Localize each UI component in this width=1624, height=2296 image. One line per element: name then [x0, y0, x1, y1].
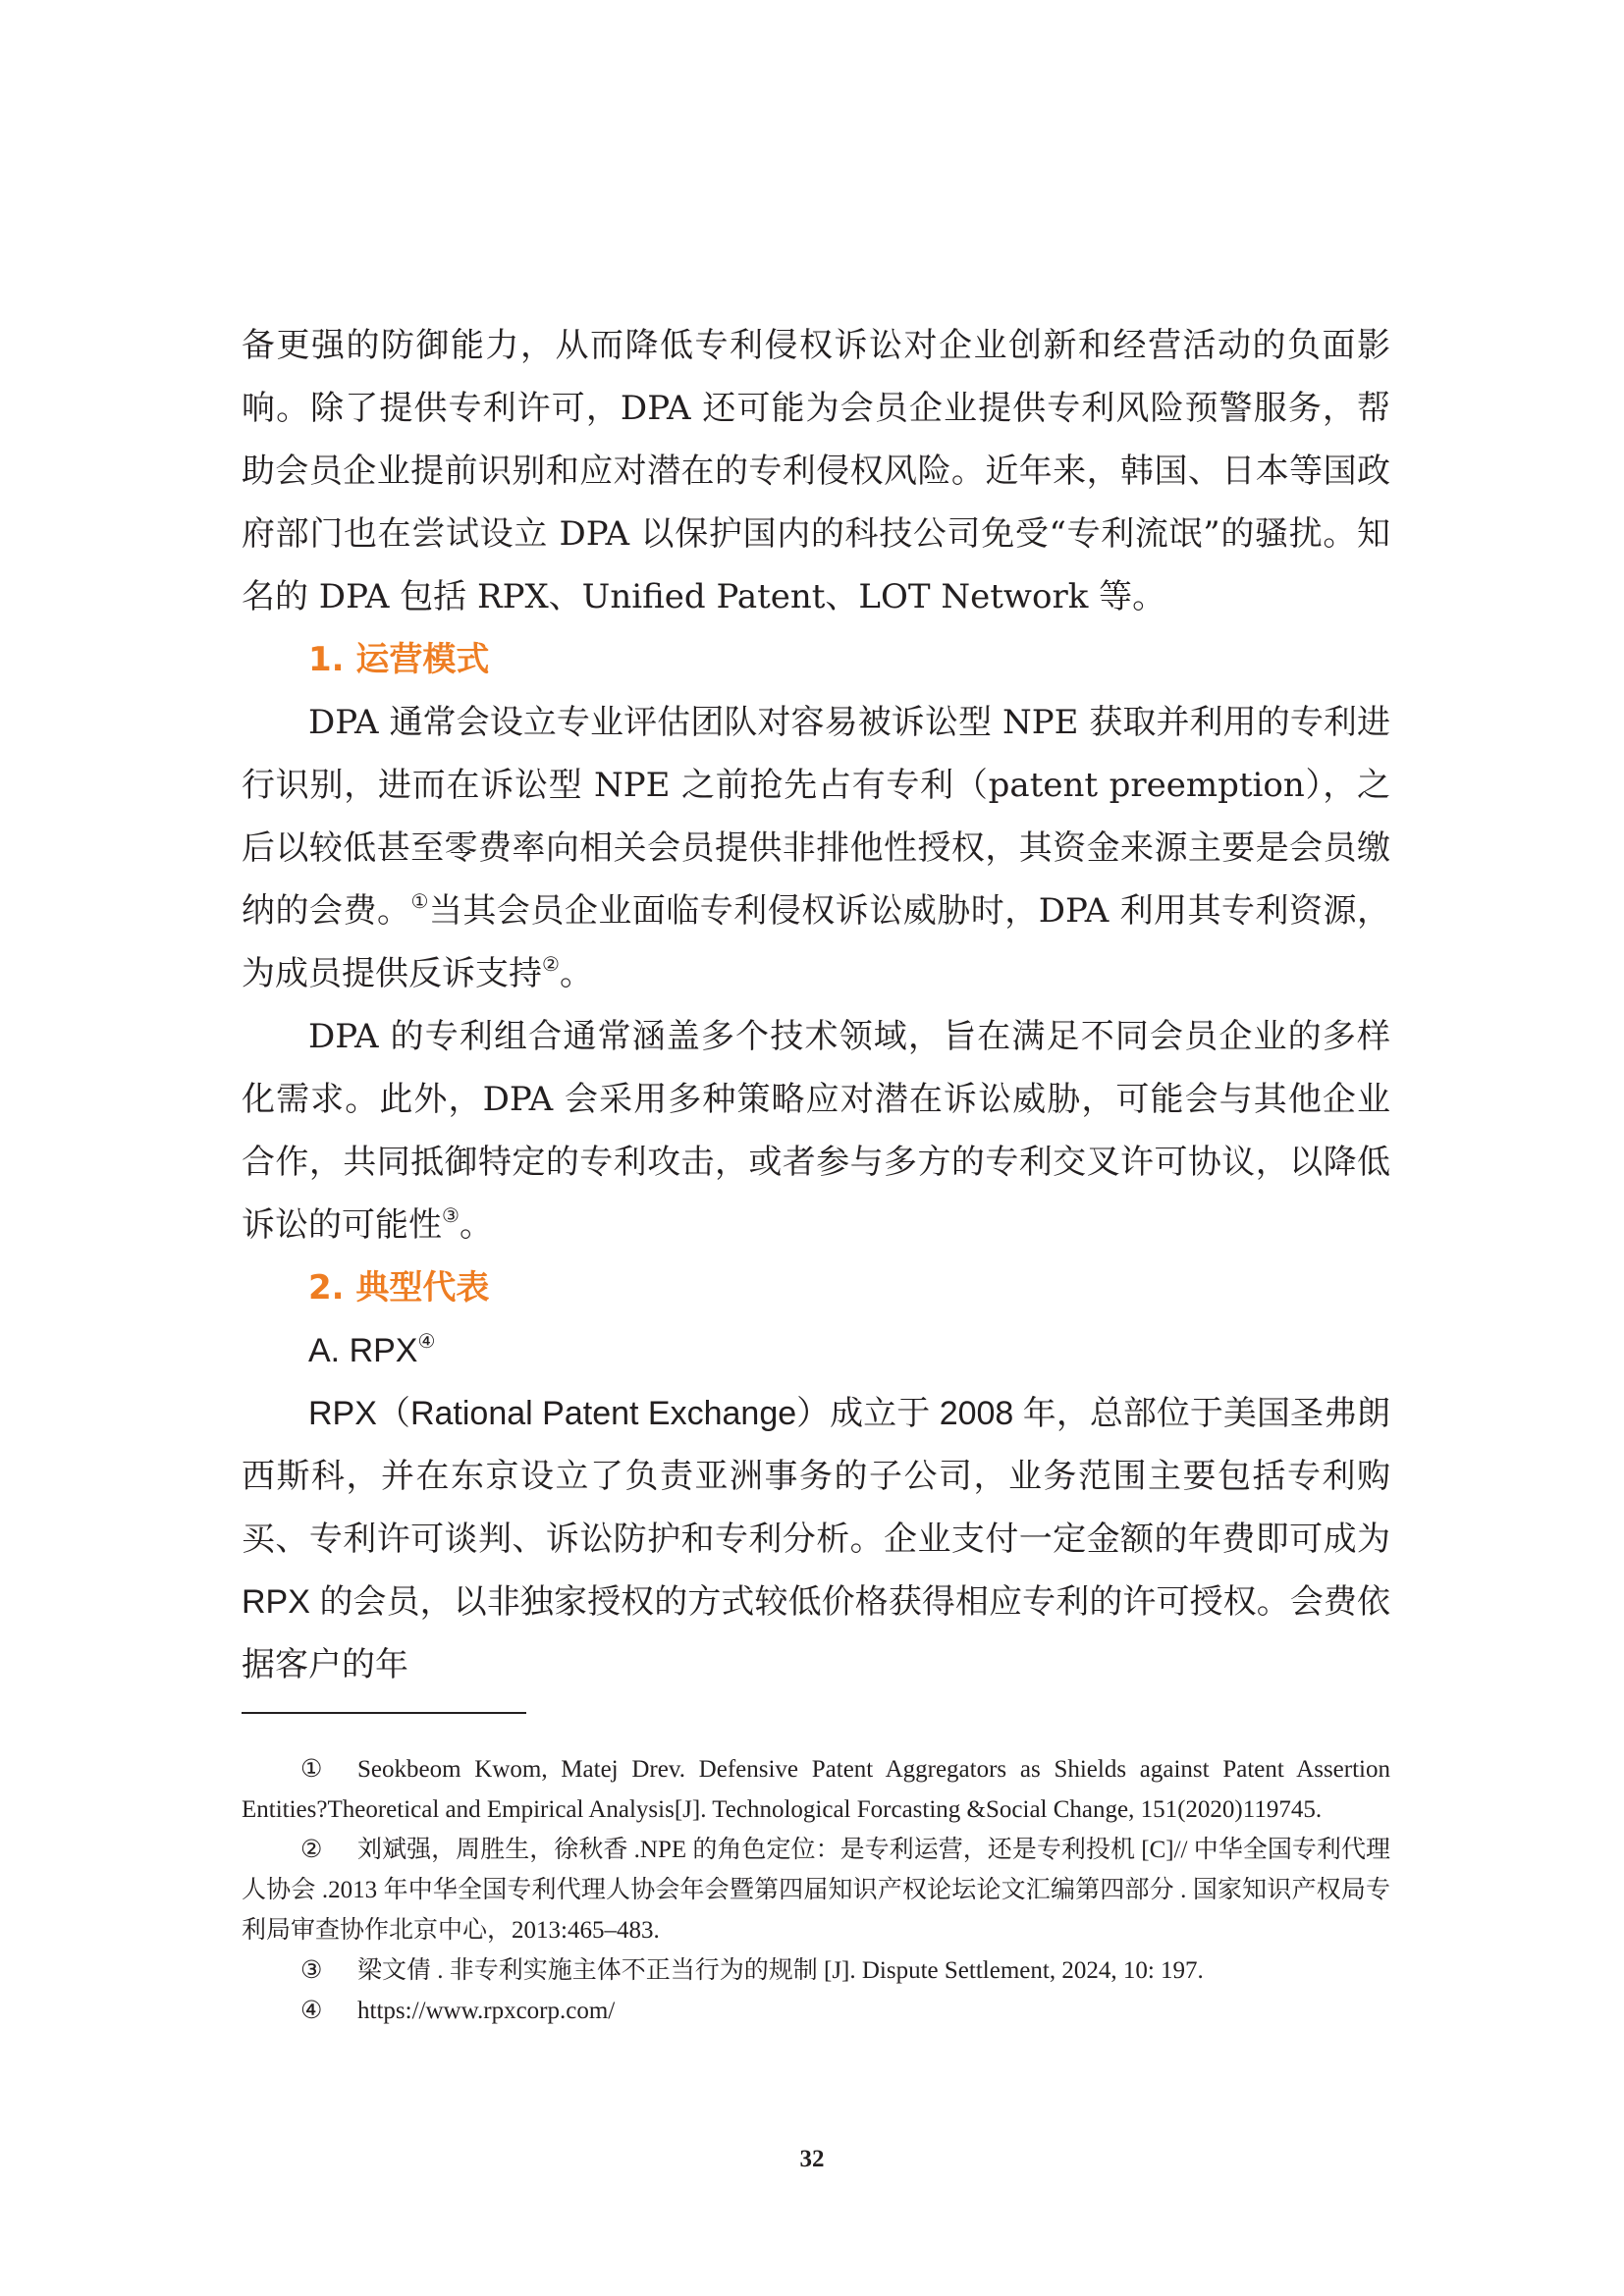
- footnote-3: [242, 1950, 1390, 1991]
- footnote-divider: [242, 1712, 526, 1714]
- paragraph-operating-model-2: [242, 1005, 1390, 1256]
- footnote-marker: ①: [300, 1756, 323, 1783]
- paragraph-text: 。: [459, 1205, 493, 1245]
- footnote-1: [242, 1749, 1390, 1830]
- footnote-text: 刘斌强，周胜生，徐秋香 .NPE 的角色定位：是专利运营，还是专利投机 [C]// 中华全国专利代理人协会 .2013 年中华全国专利代理人协会年会暨第四届知识产权论坛论文汇编第四部分 . 国家知识产权局专利局审查协作北京中心，2013:465–483.: [242, 1837, 1390, 1944]
- footnote-link[interactable]: https://www.rpxcorp.com/: [357, 1998, 616, 2024]
- footnote-ref-4[interactable]: ④: [417, 1331, 436, 1353]
- footnote-4: [242, 1991, 1390, 2031]
- footnote-text: Seokbeom Kwom, Matej Drev. Defensive Patent Aggregators as Shields against Patent Assertion Entities?Theoretical and Empirical Analysis[J]. Technological Forcasting &Social Change, 151(2020)119745.: [242, 1756, 1390, 1823]
- paragraph-operating-model-1: [242, 691, 1390, 1005]
- section-heading-operating-model: 1. 运营模式: [308, 640, 490, 679]
- footnote-text: 梁文倩 . 非专利实施主体不正当行为的规制 [J]. Dispute Settlement, 2024, 10: 197.: [357, 1957, 1204, 1984]
- footnote-ref-3[interactable]: ③: [442, 1203, 460, 1227]
- paragraph-continued: 备更强的防御能力，从而降低专利侵权诉讼对企业创新和经营活动的负面影响。除了提供专利许可，DPA 还可能为会员企业提供专利风险预警服务，帮助会员企业提前识别和应对潜在的专利侵权风险。近年来，韩国、日本等国政府部门也在尝试设立 DPA 以保护国内的科技公司免受“专利流氓”的骚扰。知名的 DPA 包括 RPX、Unified Patent、LOT Network 等。: [242, 326, 1390, 616]
- subsection-heading-rpx: [242, 1319, 1390, 1382]
- paragraph-text: 。: [559, 954, 593, 993]
- paragraph-rpx: RPX（Rational Patent Exchange）成立于 2008 年，总部位于美国圣弗朗西斯科，并在东京设立了负责亚洲事务的子公司，业务范围主要包括专利购买、专利许可谈判、诉讼防护和专利分析。企业支付一定金额的年费即可成为 RPX 的会员，以非独家授权的方式较低价格获得相应专利的许可授权。会费依据客户的年: [242, 1395, 1390, 1683]
- footnote-ref-1[interactable]: ①: [410, 889, 429, 913]
- paragraph-text: DPA 通常会设立专业评估团队对容易被诉讼型 NPE 获取并利用的专利进行识别，进而在诉讼型 NPE 之前抢先占有专利（patent preemption），之后以较低甚至零费率向相关会员提供非排他性授权，其资金来源主要是会员缴纳的会费。: [242, 703, 1390, 931]
- page-number: 32: [799, 2146, 825, 2172]
- footnote-marker: ③: [300, 1957, 323, 1984]
- footnote-marker: ②: [300, 1837, 323, 1863]
- subsection-title: A. RPX: [308, 1332, 418, 1369]
- footnote-2: [242, 1830, 1390, 1950]
- paragraph-text: 当其会员企业面临专利侵权诉讼威胁时，DPA 利用其专利资源，为成员提供反诉支持: [242, 891, 1390, 993]
- paragraph-text: DPA 的专利组合通常涵盖多个技术领域，旨在满足不同会员企业的多样化需求。此外，DPA 会采用多种策略应对潜在诉讼威胁，可能会与其他企业合作，共同抵御特定的专利攻击，或者参与多方的专利交叉许可协议，以降低诉讼的可能性: [242, 1017, 1390, 1245]
- section-heading-typical-examples: 2. 典型代表: [308, 1268, 490, 1308]
- body-text: [242, 314, 1390, 1696]
- footnotes: [242, 1749, 1390, 2031]
- footnote-ref-2[interactable]: ②: [542, 952, 560, 976]
- footnote-marker: ④: [300, 1998, 323, 2024]
